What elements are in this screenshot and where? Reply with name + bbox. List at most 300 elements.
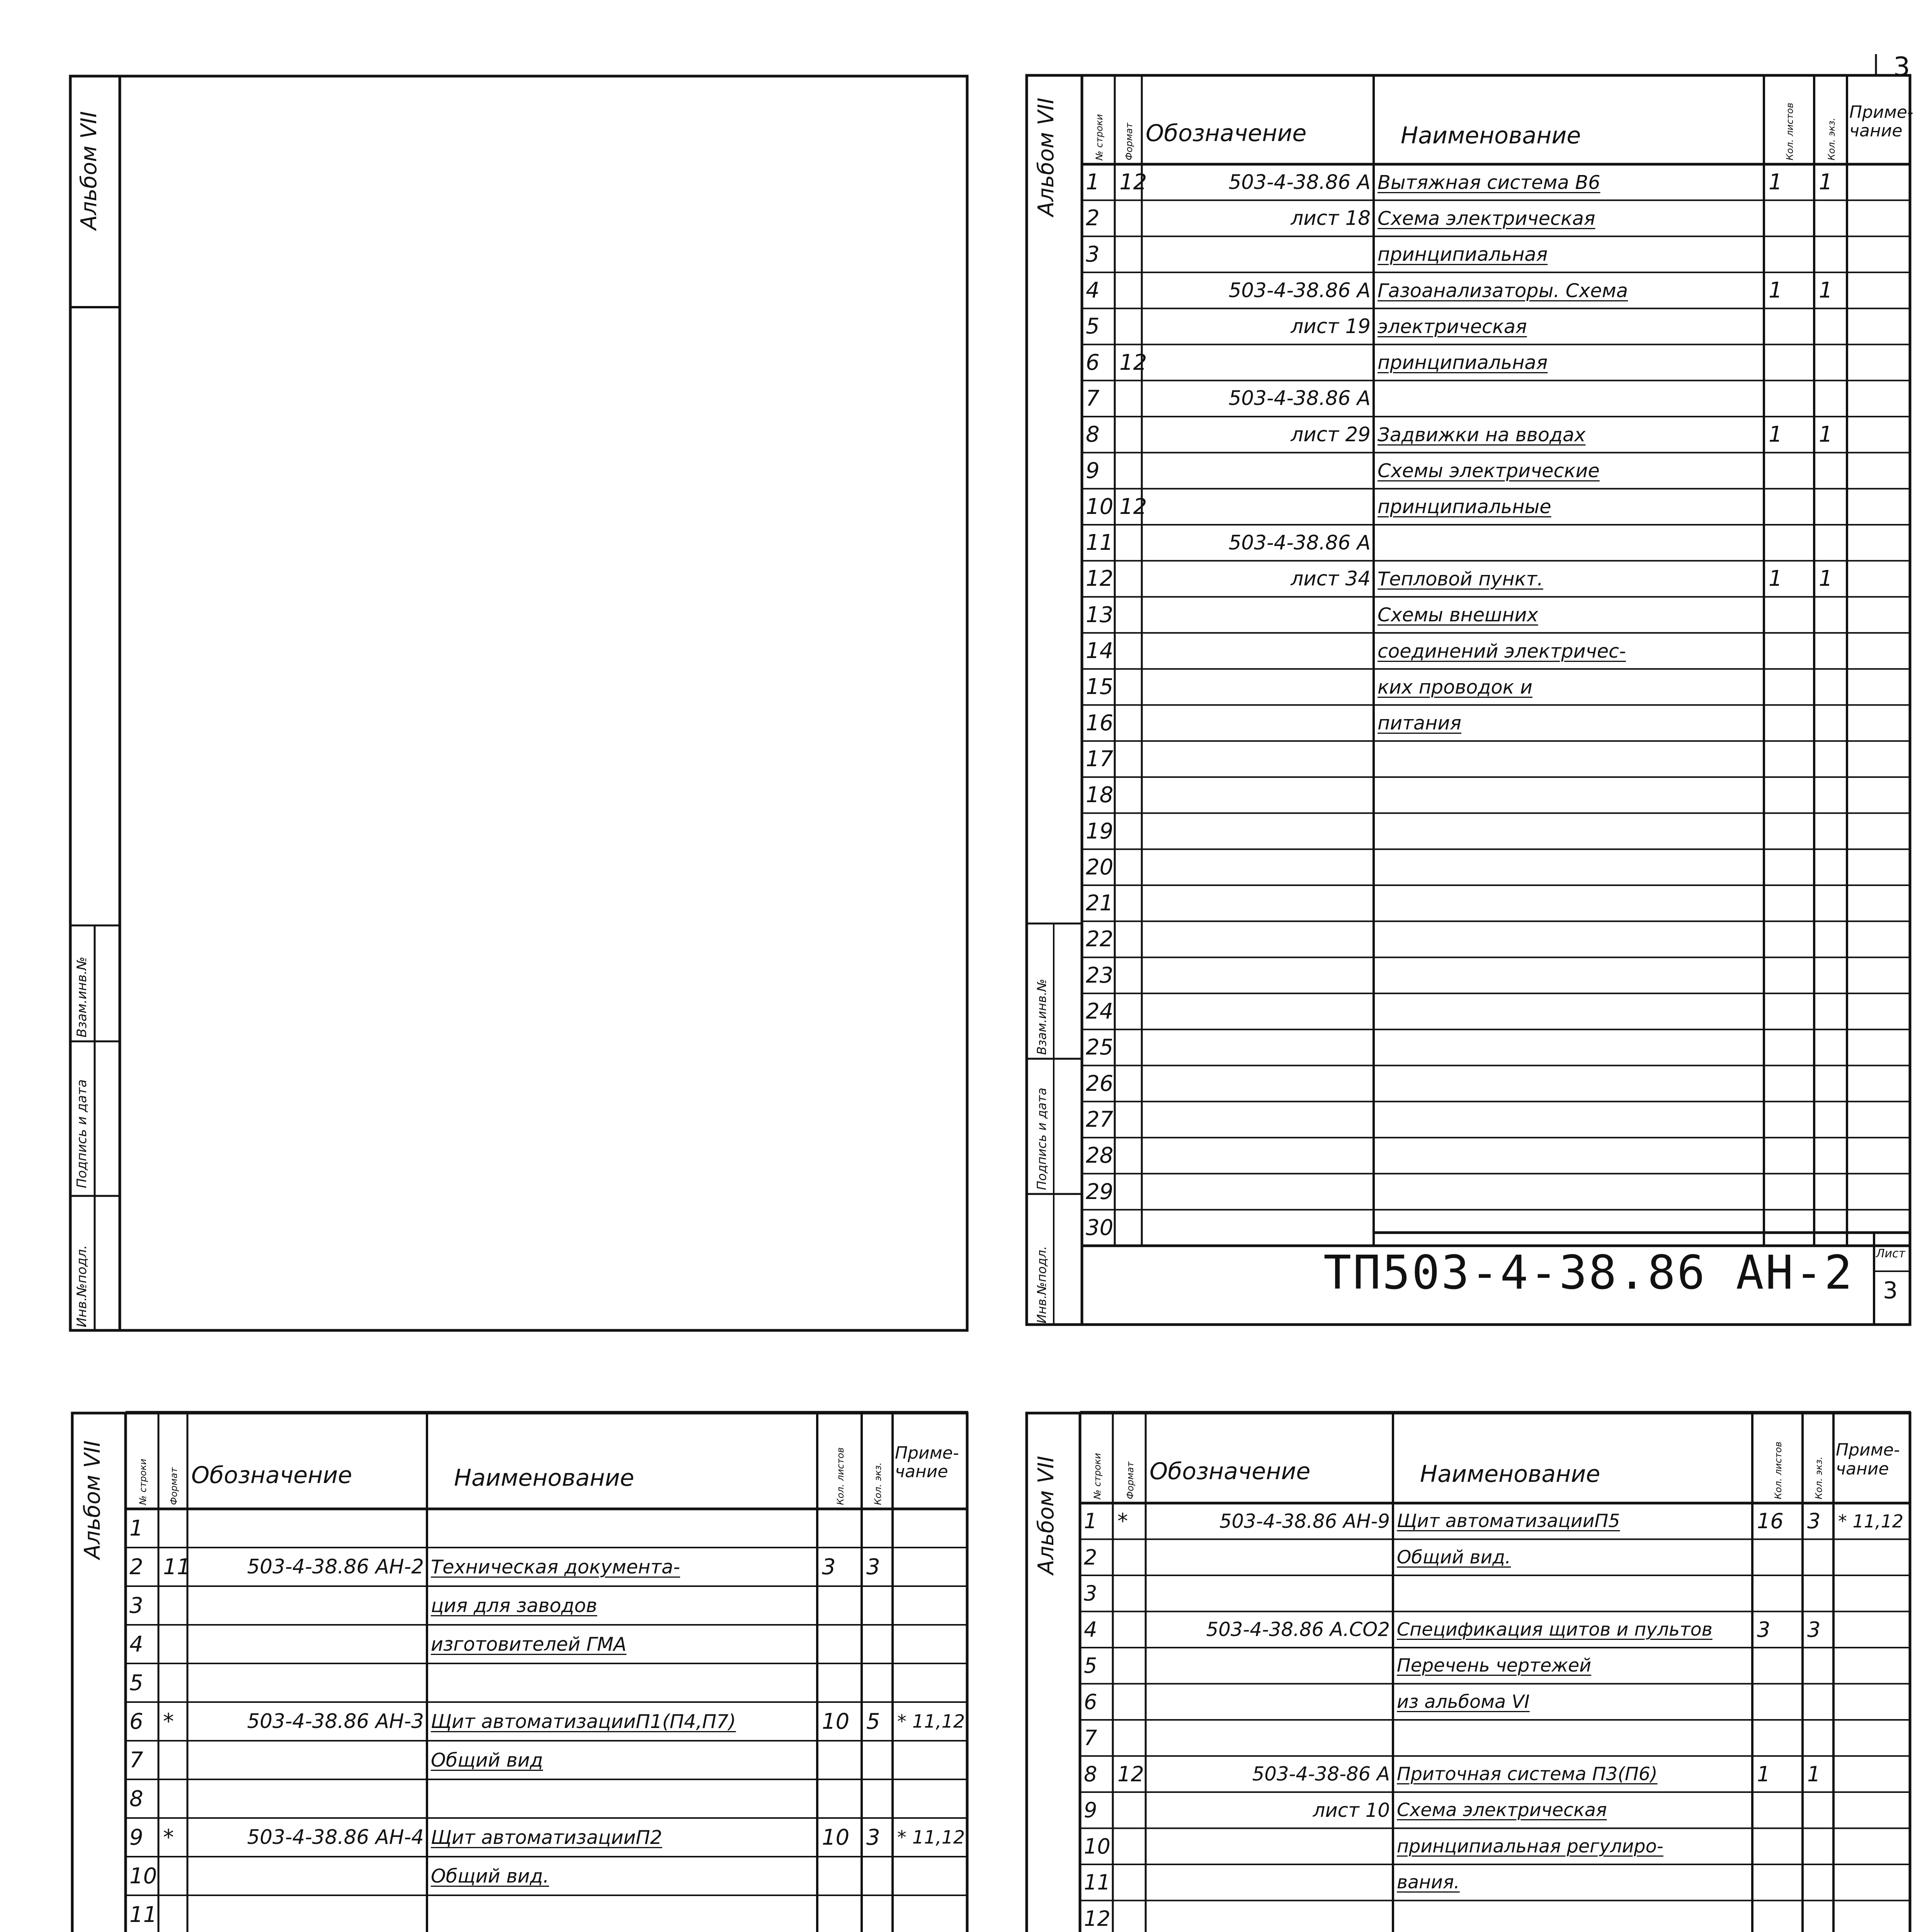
row-format: 12 (1119, 170, 1147, 195)
row-sheet-count (1755, 1539, 1805, 1576)
sheet-bottom-left (71, 1412, 968, 1932)
row-name (1378, 1173, 1762, 1209)
row-format (1115, 1575, 1148, 1612)
frame-lines (70, 75, 968, 1331)
row-format: * (163, 1825, 174, 1850)
row-designation: 503-4-38.86 АН-4 (247, 1826, 424, 1849)
row-note (1849, 381, 1913, 417)
row-copy-count (1816, 1066, 1849, 1102)
header-format: Формат (168, 1467, 179, 1505)
row-note (1836, 1828, 1913, 1865)
row-copy-count (1816, 705, 1849, 741)
row-designation (1145, 669, 1371, 705)
row-copy-count (1816, 200, 1849, 236)
row-note: * 11,12 (1838, 1510, 1903, 1532)
row-designation: 503-4-38.86 А (1228, 170, 1371, 194)
row-format (1117, 525, 1144, 561)
row-name (1378, 1066, 1762, 1102)
row-sheet-count (1755, 1684, 1805, 1720)
row-format: 11 (163, 1554, 191, 1580)
row-designation (1145, 1173, 1371, 1209)
row-format (161, 1663, 190, 1702)
row-sheet-count (1755, 1864, 1805, 1901)
row-format (1117, 1210, 1144, 1246)
row-format (1117, 1138, 1144, 1173)
row-designation (1149, 1684, 1390, 1720)
row-note (1849, 489, 1913, 525)
row-format (1117, 1029, 1144, 1065)
row-name: Газоанализаторы. Схема (1378, 279, 1628, 302)
row-copy-count (864, 1663, 895, 1702)
row-designation: лист 34 (1291, 567, 1371, 590)
row-copy-count (1816, 669, 1849, 705)
row-designation (1149, 1648, 1390, 1684)
sheet-top-left (70, 75, 968, 1331)
row-note (1836, 1575, 1913, 1612)
row-sheet-count: 16 (1757, 1509, 1784, 1534)
row-number: 19 (1086, 818, 1114, 844)
row-sheet-count (820, 1779, 864, 1818)
row-number: 5 (129, 1670, 143, 1696)
row-note (1836, 1864, 1913, 1901)
row-number: 25 (1086, 1035, 1114, 1060)
row-format (1117, 741, 1144, 777)
row-name (1378, 1029, 1762, 1065)
row-sheet-count (1766, 1102, 1816, 1138)
row-sheet-count (820, 1741, 864, 1779)
row-number: 3 (129, 1593, 143, 1618)
header-designation: Обозначение (191, 1461, 352, 1489)
row-format (161, 1586, 190, 1625)
row-designation (1145, 236, 1371, 272)
row-sheet-count (1766, 993, 1816, 1029)
row-note (1849, 633, 1913, 669)
row-format (1115, 1864, 1148, 1901)
row-sheet-count (1766, 525, 1816, 561)
row-note (1849, 164, 1913, 200)
row-number: 2 (1086, 206, 1100, 231)
album-label: Альбом VII (80, 1440, 105, 1559)
header-format: Формат (1124, 1461, 1136, 1499)
row-number: 23 (1086, 963, 1114, 988)
row-number: 8 (129, 1786, 143, 1811)
row-number: 4 (1084, 1617, 1097, 1642)
row-note (895, 1625, 970, 1663)
row-copy-count: 3 (1807, 1617, 1821, 1642)
row-note (1849, 1173, 1913, 1209)
row-sheet-count (1766, 813, 1816, 849)
row-number: 24 (1086, 999, 1114, 1024)
row-designation (1149, 1539, 1390, 1576)
row-format (1117, 272, 1144, 308)
row-note (895, 1779, 970, 1818)
sheet-bottom-right (1026, 1412, 1911, 1932)
header-row-no: № строки (1092, 1453, 1103, 1499)
row-copy-count (1805, 1864, 1836, 1901)
row-copy-count (864, 1625, 895, 1663)
row-sheet-count: 1 (1769, 278, 1782, 303)
row-copy-count (1805, 1539, 1836, 1576)
stamp-inv-podl: Инв.№подл. (1034, 1246, 1049, 1323)
row-number: 9 (129, 1825, 143, 1850)
row-number: 30 (1086, 1215, 1114, 1240)
row-sheet-count (1766, 200, 1816, 236)
row-note (895, 1509, 970, 1548)
row-sheet-count: 1 (1757, 1762, 1770, 1786)
row-note (1849, 345, 1913, 381)
row-note (895, 1663, 970, 1702)
row-name: Задвижки на вводах (1378, 423, 1586, 446)
row-name: Общий вид. (1397, 1546, 1511, 1568)
row-sheet-count (1766, 669, 1816, 705)
row-designation (1149, 1901, 1390, 1932)
row-copy-count (1816, 381, 1849, 417)
row-name (1378, 885, 1762, 921)
row-number: 8 (1086, 422, 1100, 447)
row-sheet-count (1766, 885, 1816, 921)
row-designation (1145, 849, 1371, 885)
row-designation (1145, 1029, 1371, 1065)
row-copy-count: 1 (1819, 422, 1833, 447)
row-designation: 503-4-38.86 АН-9 (1219, 1510, 1390, 1532)
row-designation (1145, 597, 1371, 633)
row-number: 6 (129, 1709, 143, 1734)
row-name: питания (1378, 712, 1461, 735)
row-sheet-count (1766, 1066, 1816, 1102)
row-designation: 503-4-38.86 АН-2 (247, 1555, 424, 1578)
row-designation (1149, 1828, 1390, 1865)
row-name: принципиальная (1378, 243, 1548, 266)
row-copy-count (1816, 633, 1849, 669)
stamp-vzam-inv: Взам.инв.№ (74, 956, 90, 1037)
row-name: Общий вид. (431, 1865, 549, 1887)
row-format (1117, 669, 1144, 705)
row-format (1115, 1828, 1148, 1865)
row-designation (1149, 1720, 1390, 1756)
row-sheet-count: 10 (822, 1709, 850, 1734)
row-sheet-count (820, 1857, 864, 1895)
header-copy-count: Кол. экз. (1826, 117, 1837, 160)
row-copy-count (1816, 345, 1849, 381)
row-copy-count (1805, 1648, 1836, 1684)
row-designation (1145, 1102, 1371, 1138)
row-number: 2 (1084, 1545, 1097, 1570)
row-note (1849, 885, 1913, 921)
row-designation: 503-4-38.86 А.СО2 (1206, 1618, 1390, 1641)
row-designation (1145, 345, 1371, 381)
header-note: Приме-чание (1849, 102, 1913, 141)
row-note (1849, 993, 1913, 1029)
row-number: 7 (1086, 386, 1100, 411)
row-format (1117, 813, 1144, 849)
row-copy-count (1816, 452, 1849, 488)
row-copy-count (1816, 1029, 1849, 1065)
row-format (1117, 633, 1144, 669)
row-sheet-count: 3 (1757, 1617, 1770, 1642)
row-designation (1145, 741, 1371, 777)
row-copy-count: 1 (1807, 1762, 1821, 1786)
row-designation (1145, 885, 1371, 921)
row-designation (1145, 1138, 1371, 1173)
row-format (1117, 1102, 1144, 1138)
stamp-podpis-data: Подпись и дата (1034, 1087, 1049, 1190)
row-designation: лист 10 (1313, 1799, 1390, 1821)
row-sheet-count (1766, 705, 1816, 741)
row-sheet-count (1766, 236, 1816, 272)
row-copy-count (1805, 1828, 1836, 1865)
row-name: принципиальная (1378, 351, 1548, 374)
row-format: 12 (1119, 350, 1147, 375)
row-name: Общий вид (431, 1749, 543, 1771)
row-name: Приточная система П3(П6) (1397, 1763, 1658, 1785)
row-sheet-count (1766, 957, 1816, 993)
row-note (1849, 272, 1913, 308)
row-name (1378, 381, 1762, 417)
row-designation (1145, 452, 1371, 488)
row-number: 18 (1086, 782, 1114, 808)
row-sheet-count (1766, 921, 1816, 957)
row-name (431, 1509, 816, 1548)
row-number: 27 (1086, 1107, 1114, 1132)
row-number: 10 (1086, 494, 1114, 519)
row-sheet-count: 1 (1769, 170, 1782, 195)
row-format (161, 1779, 190, 1818)
row-number: 28 (1086, 1143, 1114, 1168)
row-sheet-count (820, 1586, 864, 1625)
row-format (1117, 921, 1144, 957)
row-name: соединений электричес- (1378, 639, 1626, 662)
row-name (1378, 741, 1762, 777)
row-format (1117, 1066, 1144, 1102)
row-note (1836, 1612, 1913, 1648)
row-format (1117, 885, 1144, 921)
row-copy-count (1805, 1901, 1836, 1932)
row-number: 3 (1084, 1581, 1097, 1606)
row-copy-count: 3 (866, 1554, 880, 1580)
row-designation (1145, 921, 1371, 957)
row-number: 26 (1086, 1071, 1114, 1096)
row-number: 4 (129, 1631, 143, 1657)
header-designation: Обозначение (1150, 1458, 1311, 1485)
row-designation (190, 1779, 424, 1818)
row-number: 14 (1086, 638, 1114, 664)
row-note (1836, 1901, 1913, 1932)
row-number: 9 (1086, 458, 1100, 483)
row-note (1849, 417, 1913, 452)
row-name: принципиальные (1378, 495, 1551, 518)
row-designation (190, 1509, 424, 1548)
row-copy-count (864, 1586, 895, 1625)
row-number: 17 (1086, 746, 1114, 772)
row-format (161, 1625, 190, 1663)
row-number: 13 (1086, 602, 1114, 628)
row-copy-count (1816, 741, 1849, 777)
stamp-vzam-inv: Взам.инв.№ (1034, 979, 1049, 1055)
row-name (431, 1663, 816, 1702)
row-copy-count (1816, 1173, 1849, 1209)
row-name: Схема электрическая (1378, 207, 1595, 230)
row-number: 2 (129, 1554, 143, 1580)
row-name (1378, 777, 1762, 813)
row-designation (1145, 957, 1371, 993)
row-note (1849, 1210, 1913, 1246)
row-designation (190, 1857, 424, 1895)
row-number: 10 (129, 1863, 157, 1889)
row-number: 1 (129, 1515, 143, 1541)
row-note (1849, 200, 1913, 236)
row-sheet-count (1766, 777, 1816, 813)
row-copy-count (1816, 813, 1849, 849)
row-copy-count (864, 1895, 895, 1932)
row-copy-count (1816, 236, 1849, 272)
row-copy-count (1816, 1102, 1849, 1138)
row-sheet-count (1766, 452, 1816, 488)
row-sheet-count: 1 (1769, 566, 1782, 592)
row-copy-count (1805, 1684, 1836, 1720)
row-sheet-count (1766, 633, 1816, 669)
row-designation: лист 29 (1291, 423, 1371, 446)
row-copy-count: 1 (1819, 278, 1833, 303)
row-designation (1145, 777, 1371, 813)
row-sheet-count (1766, 1029, 1816, 1065)
row-note (1849, 1066, 1913, 1102)
row-note (895, 1895, 970, 1932)
row-format (1117, 417, 1144, 452)
row-sheet-count (1766, 345, 1816, 381)
row-number: 3 (1086, 242, 1100, 267)
row-name: Щит автоматизацииП1(П4,П7) (431, 1710, 736, 1733)
header-name: Наименование (1401, 122, 1581, 150)
row-name (1397, 1720, 1751, 1756)
row-format: 12 (1117, 1762, 1144, 1786)
list-label: Лист (1876, 1247, 1906, 1260)
row-note (1849, 1138, 1913, 1173)
stamp-inv-podl: Инв.№подл. (74, 1245, 90, 1327)
header-sheet-count: Кол. листов (1773, 1441, 1784, 1499)
header-name: Наименование (1420, 1460, 1600, 1488)
row-note (1836, 1756, 1913, 1793)
row-copy-count (1816, 957, 1849, 993)
row-sheet-count (1766, 1138, 1816, 1173)
row-name: электрическая (1378, 315, 1527, 338)
row-name (1378, 813, 1762, 849)
row-format (1117, 1173, 1144, 1209)
row-format (1115, 1792, 1148, 1828)
row-number: 22 (1086, 927, 1114, 952)
row-sheet-count (1766, 1210, 1816, 1246)
row-sheet-count (1766, 741, 1816, 777)
row-designation: 503-4-38.86 А (1228, 387, 1371, 410)
row-note (1836, 1720, 1913, 1756)
row-copy-count (1816, 993, 1849, 1029)
row-number: 9 (1084, 1798, 1097, 1823)
stamp-podpis-data: Подпись и дата (74, 1079, 90, 1188)
row-number: 5 (1084, 1653, 1097, 1678)
row-name: вания. (1397, 1872, 1460, 1893)
row-note (1849, 813, 1913, 849)
header-sheet-count: Кол. листов (835, 1447, 846, 1505)
album-label: Альбом VII (1034, 1456, 1059, 1575)
row-designation: лист 18 (1291, 206, 1371, 230)
header-sheet-count: Кол. листов (1784, 102, 1795, 160)
row-format (1115, 1612, 1148, 1648)
row-name (1378, 1138, 1762, 1173)
row-format (161, 1741, 190, 1779)
header-format: Формат (1124, 122, 1134, 160)
row-format (1115, 1684, 1148, 1720)
row-sheet-count (820, 1895, 864, 1932)
row-designation: 503-4-38.86 А (1228, 531, 1371, 554)
row-number: 6 (1084, 1689, 1097, 1714)
row-format: 12 (1119, 494, 1147, 519)
row-format (1117, 236, 1144, 272)
row-number: 11 (1086, 530, 1114, 556)
row-copy-count (1816, 597, 1849, 633)
row-number: 21 (1086, 891, 1114, 916)
header-note: Приме-чание (895, 1443, 959, 1481)
header-name: Наименование (454, 1464, 634, 1492)
row-name (1378, 993, 1762, 1029)
row-name: Щит автоматизацииП5 (1397, 1510, 1620, 1532)
row-copy-count (864, 1509, 895, 1548)
row-designation (190, 1663, 424, 1702)
row-copy-count (1805, 1792, 1836, 1828)
row-format (1117, 200, 1144, 236)
row-designation (1145, 993, 1371, 1029)
row-sheet-count (1766, 849, 1816, 885)
row-number: 4 (1086, 278, 1100, 303)
row-name: Техническая документа- (431, 1556, 680, 1578)
row-copy-count (864, 1779, 895, 1818)
row-note (1849, 525, 1913, 561)
row-name: Схема электрическая (1397, 1799, 1607, 1821)
row-name: Вытяжная система В6 (1378, 171, 1600, 194)
row-designation (1145, 489, 1371, 525)
row-format (1117, 452, 1144, 488)
row-name (1378, 849, 1762, 885)
page-number: 3 (1893, 52, 1910, 82)
row-format (1115, 1539, 1148, 1576)
row-note (1849, 236, 1913, 272)
row-copy-count (1816, 885, 1849, 921)
sheet-top-right (1026, 54, 1911, 1325)
row-sheet-count (1766, 381, 1816, 417)
row-sheet-count (1755, 1720, 1805, 1756)
row-name (1378, 1210, 1762, 1246)
row-format (1117, 597, 1144, 633)
row-sheet-count (1766, 1173, 1816, 1209)
row-sheet-count: 3 (822, 1554, 836, 1580)
row-sheet-count (1766, 489, 1816, 525)
row-copy-count (1805, 1575, 1836, 1612)
row-note (1849, 308, 1913, 344)
row-number: 7 (1084, 1726, 1097, 1750)
row-note (1836, 1792, 1913, 1828)
row-note (1836, 1648, 1913, 1684)
row-copy-count (1816, 308, 1849, 344)
row-format (161, 1895, 190, 1932)
row-number: 6 (1086, 350, 1100, 375)
header-copy-count: Кол. экз. (872, 1462, 883, 1505)
row-name: Схемы электрические (1378, 459, 1600, 482)
row-designation: 503-4-38.86 АН-3 (247, 1710, 424, 1733)
row-format: * (1117, 1509, 1128, 1534)
row-sheet-count (1755, 1901, 1805, 1932)
row-copy-count: 3 (866, 1825, 880, 1850)
row-sheet-count: 10 (822, 1825, 850, 1850)
row-designation (190, 1586, 424, 1625)
row-name: ция для заводов (431, 1594, 597, 1617)
